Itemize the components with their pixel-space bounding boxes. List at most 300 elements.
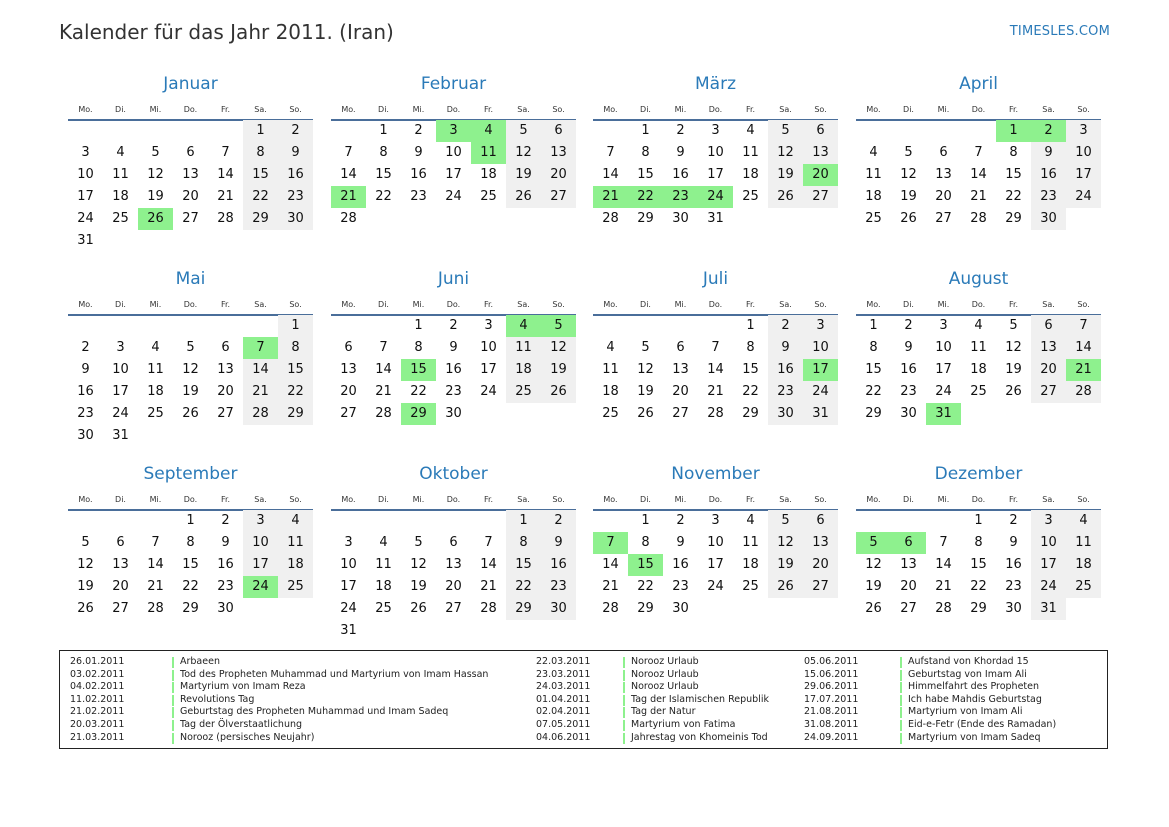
day-cell: 6 — [1031, 315, 1066, 337]
day-cell: 3 — [1066, 120, 1101, 142]
legend-holiday-name: Aufstand von Khordad 15 — [908, 656, 1029, 667]
legend-date: 29.06.2011 — [804, 681, 859, 693]
day-cell: 17 — [1066, 164, 1101, 186]
day-cell: 19 — [637, 384, 654, 399]
weekday-label: So. — [814, 300, 827, 309]
day-cell: 12 — [506, 142, 541, 164]
weekday-header — [593, 495, 838, 509]
day-cell: 9 — [449, 340, 458, 355]
day-cell: 24 — [445, 189, 462, 204]
day-cell: 14 — [217, 167, 234, 182]
legend-date: 15.06.2011 — [804, 668, 859, 680]
weekday-label: Do. — [446, 300, 461, 309]
day-cell: 9 — [81, 362, 90, 377]
month-name: Februar — [420, 74, 487, 94]
legend-marker — [172, 720, 174, 731]
day-cell: 7 — [151, 535, 160, 550]
day-cell: 27 — [112, 601, 129, 616]
legend-holiday-name: Tod des Propheten Muhammad und Martyrium von Imam Hassan — [180, 668, 489, 680]
weekday-header — [856, 495, 1101, 509]
day-cell: 2 — [541, 510, 576, 532]
month-1 — [68, 74, 313, 254]
legend-date: 24.09.2011 — [804, 731, 859, 743]
day-cell: 6 — [344, 340, 353, 355]
weekday-label: So. — [289, 105, 302, 114]
holiday-legend — [59, 650, 1108, 749]
day-cell: 30 — [1031, 208, 1066, 230]
day-cell: 21 — [217, 189, 234, 204]
legend-holiday-name: Ich habe Mahdis Geburtstag — [908, 693, 1042, 705]
weekday-label: Do. — [971, 300, 986, 309]
day-cell: 16 — [278, 164, 313, 186]
holiday-day-cell: 29 — [401, 403, 436, 425]
day-cell: 28 — [340, 211, 357, 226]
legend-date: 31.08.2011 — [804, 719, 859, 730]
weekday-label: Sa. — [517, 300, 530, 309]
day-cell: 13 — [900, 557, 917, 572]
legend-marker — [900, 682, 902, 693]
day-cell: 9 — [904, 340, 913, 355]
day-cell: 8 — [746, 340, 755, 355]
day-cell: 2 — [676, 513, 685, 528]
weekday-label: Fr. — [220, 300, 231, 309]
day-cell: 1 — [379, 123, 388, 138]
month-2 — [331, 74, 576, 254]
day-cell: 7 — [221, 145, 230, 160]
day-cell: 10 — [112, 362, 129, 377]
day-cell: 15 — [243, 164, 278, 186]
legend-holiday-name: Arbaeen — [180, 656, 220, 667]
day-cell: 23 — [672, 579, 689, 594]
day-cell: 9 — [676, 145, 685, 160]
day-cell: 30 — [77, 428, 94, 443]
day-cell: 11 — [742, 535, 759, 550]
legend-holiday-name: Martyrium von Imam Sadeq — [908, 731, 1041, 743]
weekday-label: So. — [1077, 105, 1090, 114]
day-cell: 30 — [445, 406, 462, 421]
day-cell: 29 — [182, 601, 199, 616]
day-cell: 5 — [768, 120, 803, 142]
day-cell: 26 — [77, 601, 94, 616]
day-cell: 6 — [803, 120, 838, 142]
month-name: März — [695, 74, 736, 94]
day-cell: 6 — [221, 340, 230, 355]
day-cell: 25 — [970, 384, 987, 399]
day-cell: 24 — [803, 381, 838, 403]
legend-date: 23.03.2011 — [536, 668, 591, 680]
day-cell: 23 — [1031, 186, 1066, 208]
legend-marker — [623, 733, 625, 744]
site-link[interactable]: TIMESLES.COM — [1009, 24, 1110, 39]
day-cell: 30 — [768, 403, 803, 425]
day-cell: 8 — [243, 142, 278, 164]
day-cell: 25 — [602, 406, 619, 421]
day-cell: 2 — [81, 340, 90, 355]
day-cell: 21 — [707, 384, 724, 399]
day-cell: 12 — [410, 557, 427, 572]
day-cell: 26 — [1005, 384, 1022, 399]
day-cell: 17 — [77, 189, 94, 204]
legend-date: 17.07.2011 — [804, 693, 859, 705]
day-cell: 27 — [541, 186, 576, 208]
day-cell: 11 — [112, 167, 129, 182]
day-cell: 17 — [707, 557, 724, 572]
legend-holiday-name: Martyrium von Fatima — [631, 719, 736, 730]
day-cell: 23 — [217, 579, 234, 594]
day-cell: 4 — [869, 145, 878, 160]
weekday-label: Sa. — [254, 105, 267, 114]
day-cell: 10 — [77, 167, 94, 182]
day-cell: 12 — [541, 337, 576, 359]
legend-holiday-name: Norooz Urlaub — [631, 681, 699, 693]
day-cell: 11 — [742, 145, 759, 160]
day-cell: 19 — [182, 384, 199, 399]
day-cell: 27 — [900, 601, 917, 616]
day-cell: 19 — [410, 579, 427, 594]
day-cell: 14 — [243, 359, 278, 381]
day-cell: 7 — [974, 145, 983, 160]
day-cell: 14 — [340, 167, 357, 182]
day-cell: 23 — [410, 189, 427, 204]
day-cell: 25 — [742, 579, 759, 594]
day-cell: 22 — [1005, 189, 1022, 204]
weekday-header — [331, 300, 576, 314]
legend-marker — [623, 695, 625, 706]
weekday-label: Fr. — [220, 495, 231, 504]
day-cell: 7 — [606, 145, 615, 160]
weekday-label: Fr. — [483, 495, 494, 504]
day-cell: 18 — [742, 557, 759, 572]
day-cell: 9 — [1009, 535, 1018, 550]
day-cell: 1 — [278, 315, 313, 337]
weekday-label: Mi. — [412, 105, 425, 114]
day-cell: 29 — [278, 403, 313, 425]
legend-date: 03.02.2011 — [70, 668, 125, 680]
weekday-label: Di. — [115, 105, 126, 114]
day-cell: 13 — [541, 142, 576, 164]
holiday-day-cell: 17 — [803, 359, 838, 381]
day-cell: 1 — [641, 513, 650, 528]
weekday-label: Mi. — [412, 300, 425, 309]
day-cell: 10 — [340, 557, 357, 572]
day-cell: 20 — [340, 384, 357, 399]
day-cell: 12 — [147, 167, 164, 182]
day-cell: 8 — [1009, 145, 1018, 160]
day-cell: 27 — [217, 406, 234, 421]
weekday-label: So. — [1077, 300, 1090, 309]
day-cell: 20 — [541, 164, 576, 186]
day-cell: 21 — [602, 579, 619, 594]
day-cell: 15 — [637, 167, 654, 182]
day-cell: 2 — [676, 123, 685, 138]
weekday-label: Do. — [708, 105, 723, 114]
day-cell: 3 — [803, 315, 838, 337]
day-cell: 17 — [1031, 554, 1066, 576]
weekday-label: Sa. — [254, 495, 267, 504]
day-cell: 28 — [707, 406, 724, 421]
month-name: Mai — [175, 269, 206, 289]
day-cell: 18 — [480, 167, 497, 182]
month-9 — [68, 464, 313, 644]
legend-marker — [623, 670, 625, 681]
day-cell: 15 — [1005, 167, 1022, 182]
weekday-label: Di. — [640, 105, 651, 114]
holiday-day-cell: 3 — [436, 120, 471, 142]
day-cell: 8 — [379, 145, 388, 160]
day-cell: 1 — [641, 123, 650, 138]
weekday-label: Fr. — [483, 105, 494, 114]
weekday-label: Di. — [378, 495, 389, 504]
day-cell: 16 — [672, 167, 689, 182]
month-name: November — [671, 464, 760, 484]
day-cell: 6 — [116, 535, 125, 550]
day-cell: 28 — [375, 406, 392, 421]
legend-date: 21.02.2011 — [70, 706, 125, 718]
weekday-label: Mi. — [674, 300, 687, 309]
day-cell: 12 — [768, 142, 803, 164]
legend-marker — [172, 695, 174, 706]
day-cell: 11 — [1066, 532, 1101, 554]
day-cell: 27 — [803, 576, 838, 598]
weekday-label: Sa. — [254, 300, 267, 309]
day-cell: 22 — [243, 186, 278, 208]
day-cell: 25 — [1066, 576, 1101, 598]
weekday-label: Mi. — [937, 105, 950, 114]
weekday-label: Mi. — [149, 300, 162, 309]
legend-holiday-name: Norooz (persisches Neujahr) — [180, 731, 315, 743]
weekday-label: Mo. — [603, 495, 618, 504]
day-cell: 7 — [484, 535, 493, 550]
weekday-label: Di. — [378, 105, 389, 114]
day-cell: 22 — [637, 579, 654, 594]
day-cell: 14 — [375, 362, 392, 377]
legend-holiday-name: Jahrestag von Khomeinis Tod — [631, 731, 768, 743]
day-cell: 5 — [414, 535, 423, 550]
day-cell: 23 — [900, 384, 917, 399]
weekday-label: Fr. — [1008, 495, 1019, 504]
day-cell: 7 — [711, 340, 720, 355]
weekday-label: Di. — [115, 300, 126, 309]
day-cell: 24 — [707, 579, 724, 594]
day-cell: 18 — [112, 189, 129, 204]
day-cell: 4 — [116, 145, 125, 160]
weekday-label: Mi. — [937, 495, 950, 504]
weekday-label: Sa. — [517, 495, 530, 504]
day-cell: 13 — [672, 362, 689, 377]
day-cell: 24 — [1031, 576, 1066, 598]
day-cell: 3 — [81, 145, 90, 160]
day-cell: 31 — [803, 403, 838, 425]
day-cell: 21 — [970, 189, 987, 204]
weekday-label: Mo. — [341, 105, 356, 114]
day-cell: 5 — [186, 340, 195, 355]
legend-marker — [900, 657, 902, 668]
legend-holiday-name: Tag der Ölverstaatlichung — [180, 719, 303, 730]
weekday-label: Sa. — [779, 495, 792, 504]
holiday-day-cell: 1 — [996, 120, 1031, 142]
day-cell: 23 — [1005, 579, 1022, 594]
day-cell: 22 — [742, 384, 759, 399]
day-cell: 26 — [865, 601, 882, 616]
day-cell: 27 — [340, 406, 357, 421]
month-11 — [593, 464, 838, 644]
weekday-label: Di. — [903, 105, 914, 114]
day-cell: 12 — [768, 532, 803, 554]
day-cell: 18 — [742, 167, 759, 182]
legend-marker — [623, 682, 625, 693]
legend-holiday-name: Norooz Urlaub — [631, 668, 699, 680]
day-cell: 26 — [768, 576, 803, 598]
month-8 — [856, 269, 1101, 449]
day-cell: 17 — [445, 167, 462, 182]
month-6 — [331, 269, 576, 449]
day-cell: 13 — [803, 532, 838, 554]
day-cell: 27 — [445, 601, 462, 616]
legend-marker — [623, 657, 625, 668]
day-cell: 10 — [707, 145, 724, 160]
legend-holiday-name: Geburtstag des Propheten Muhammad und Imam Sadeq — [180, 706, 449, 718]
day-cell: 31 — [707, 211, 724, 226]
legend-date: 11.02.2011 — [70, 693, 125, 705]
day-cell: 27 — [672, 406, 689, 421]
day-cell: 23 — [445, 384, 462, 399]
legend-holiday-name: Tag der Islamischen Republik — [631, 693, 769, 705]
day-cell: 28 — [970, 211, 987, 226]
day-cell: 29 — [637, 601, 654, 616]
day-cell: 16 — [410, 167, 427, 182]
day-cell: 3 — [711, 513, 720, 528]
day-cell: 14 — [707, 362, 724, 377]
holiday-day-cell: 7 — [593, 532, 628, 554]
weekday-label: Di. — [378, 300, 389, 309]
day-cell: 5 — [151, 145, 160, 160]
day-cell: 25 — [375, 601, 392, 616]
day-cell: 19 — [147, 189, 164, 204]
day-cell: 8 — [186, 535, 195, 550]
day-cell: 6 — [939, 145, 948, 160]
weekday-header — [68, 495, 313, 509]
weekday-header — [68, 105, 313, 119]
legend-date: 07.05.2011 — [536, 719, 591, 730]
day-cell: 4 — [606, 340, 615, 355]
weekday-label: Mo. — [603, 105, 618, 114]
day-cell: 11 — [602, 362, 619, 377]
day-cell: 10 — [1031, 532, 1066, 554]
day-cell: 22 — [182, 579, 199, 594]
day-cell: 2 — [1009, 513, 1018, 528]
day-cell: 27 — [182, 211, 199, 226]
day-cell: 16 — [1031, 164, 1066, 186]
holiday-day-cell: 31 — [926, 403, 961, 425]
day-cell: 21 — [480, 579, 497, 594]
day-cell: 30 — [541, 598, 576, 620]
day-cell: 1 — [974, 513, 983, 528]
day-cell: 6 — [676, 340, 685, 355]
day-cell: 31 — [77, 233, 94, 248]
day-cell: 23 — [77, 406, 94, 421]
weekday-label: Fr. — [483, 300, 494, 309]
day-cell: 26 — [182, 406, 199, 421]
holiday-day-cell: 15 — [628, 554, 663, 576]
day-cell: 18 — [970, 362, 987, 377]
day-cell: 19 — [865, 579, 882, 594]
day-cell: 16 — [77, 384, 94, 399]
day-cell: 6 — [186, 145, 195, 160]
day-cell: 4 — [1066, 510, 1101, 532]
month-5 — [68, 269, 313, 449]
weekday-label: Fr. — [1008, 300, 1019, 309]
day-cell: 7 — [1066, 315, 1101, 337]
day-cell: 12 — [865, 557, 882, 572]
day-cell: 3 — [711, 123, 720, 138]
holiday-day-cell: 6 — [891, 532, 926, 554]
day-cell: 1 — [746, 318, 755, 333]
holiday-day-cell: 26 — [138, 208, 173, 230]
day-cell: 4 — [746, 513, 755, 528]
day-cell: 17 — [340, 579, 357, 594]
day-cell: 22 — [410, 384, 427, 399]
weekday-label: Mo. — [603, 300, 618, 309]
day-cell: 12 — [182, 362, 199, 377]
weekday-label: Mo. — [866, 495, 881, 504]
day-cell: 29 — [865, 406, 882, 421]
day-cell: 26 — [637, 406, 654, 421]
day-cell: 21 — [147, 579, 164, 594]
day-cell: 20 — [672, 384, 689, 399]
day-cell: 27 — [1031, 381, 1066, 403]
day-cell: 29 — [243, 208, 278, 230]
day-cell: 8 — [641, 535, 650, 550]
weekday-label: So. — [289, 495, 302, 504]
month-name: Oktober — [419, 464, 488, 484]
day-cell: 23 — [278, 186, 313, 208]
legend-date: 24.03.2011 — [536, 681, 591, 693]
day-cell: 2 — [904, 318, 913, 333]
month-4 — [856, 74, 1101, 254]
weekday-label: Sa. — [1042, 105, 1055, 114]
weekday-label: So. — [814, 105, 827, 114]
legend-date: 21.08.2011 — [804, 706, 859, 718]
day-cell: 5 — [641, 340, 650, 355]
day-cell: 15 — [182, 557, 199, 572]
day-cell: 13 — [340, 362, 357, 377]
day-cell: 18 — [147, 384, 164, 399]
legend-date: 01.04.2011 — [536, 693, 591, 705]
day-cell: 12 — [637, 362, 654, 377]
day-cell: 30 — [278, 208, 313, 230]
day-cell: 4 — [151, 340, 160, 355]
day-cell: 18 — [506, 359, 541, 381]
weekday-label: So. — [552, 105, 565, 114]
weekday-label: Fr. — [220, 105, 231, 114]
day-cell: 16 — [900, 362, 917, 377]
day-cell: 21 — [375, 384, 392, 399]
day-cell: 17 — [480, 362, 497, 377]
day-cell: 10 — [803, 337, 838, 359]
day-cell: 24 — [935, 384, 952, 399]
day-cell: 21 — [243, 381, 278, 403]
month-name: August — [948, 269, 1009, 289]
day-cell: 14 — [1066, 337, 1101, 359]
day-cell: 2 — [221, 513, 230, 528]
day-cell: 9 — [221, 535, 230, 550]
weekday-label: Do. — [971, 105, 986, 114]
legend-holiday-name: Revolutions Tag — [180, 693, 255, 705]
weekday-header — [331, 495, 576, 509]
day-cell: 6 — [449, 535, 458, 550]
day-cell: 22 — [506, 576, 541, 598]
day-cell: 16 — [768, 359, 803, 381]
